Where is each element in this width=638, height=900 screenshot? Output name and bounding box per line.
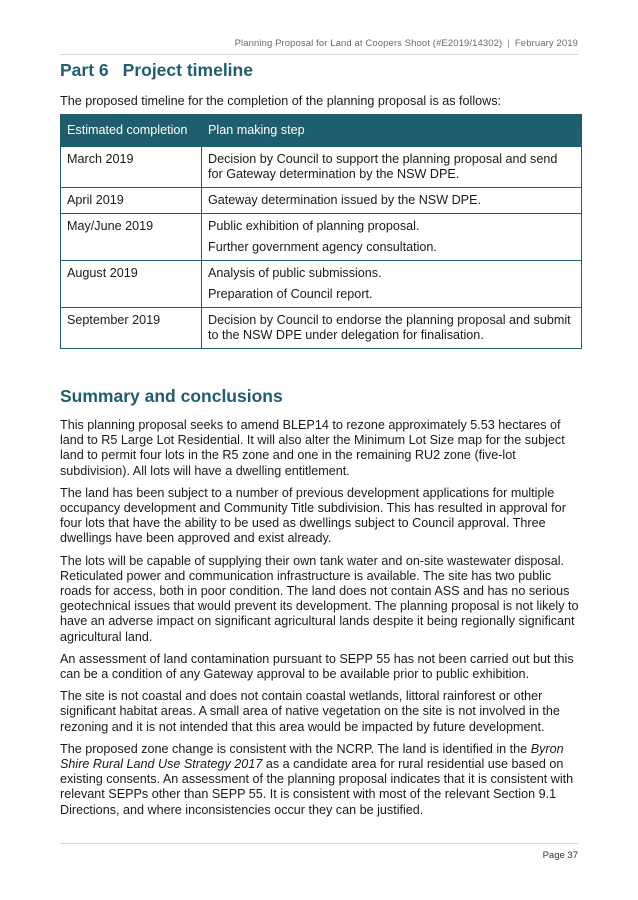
header-separator: |	[507, 38, 510, 49]
table-row	[61, 214, 582, 261]
column-header-plan-making-step: Plan making step	[202, 115, 582, 147]
row-date: March 2019	[61, 147, 202, 188]
part-title: Project timeline	[122, 60, 253, 80]
summary-heading: Summary and conclusions	[60, 386, 283, 406]
summary-paragraph-2: The land has been subject to a number of previous development applications for multiple occupancy development and Community Title subdivision. This has resulted in approval for four lots that have the ability to be used as dwellings subject to Council approval. Three dwellings have been approved and exist already.	[60, 485, 566, 546]
running-header	[235, 38, 578, 49]
summary-paragraph-3: The lots will be capable of supplying their own tank water and on-site wastewater disposal. Reticulated power and communication infrastructure is available. The site has two public roads for access, both in poor condition. The land does not contain ASS and has no serious geotechnical issues that would prevent its development. The planning proposal is not likely to have an adverse impact on significant agricultural lands despite it being regionally significant agricultural land.	[60, 553, 579, 644]
header-divider	[60, 54, 578, 55]
summary-body	[60, 418, 580, 825]
step-text: Analysis of public submissions.	[208, 266, 382, 280]
strategy-document-title: Byron Shire Rural Land Use Strategy 2017	[60, 741, 564, 772]
header-title: Planning Proposal for Land at Coopers Shoot (#E2019/14302)	[234, 38, 503, 49]
step-text: Further government agency consultation.	[208, 240, 437, 254]
row-steps	[202, 147, 582, 188]
table-row	[61, 261, 582, 308]
part-heading	[60, 60, 253, 81]
table-row	[61, 147, 582, 188]
p6-text-after: as a candidate area for rural residential use based on existing consents. An assessment of the planning proposal indicates that it is consistent with relevant SEPPs other than SEPP 55. It is consistent with most of the relevant Section 9.1 Directions, and where inconsistencies occur they can be justified.	[60, 757, 574, 817]
page-number: Page 37	[542, 850, 578, 861]
step-text: Gateway determination issued by the NSW DPE.	[208, 193, 481, 207]
timeline-table	[60, 114, 582, 349]
summary-paragraph-1: This planning proposal seeks to amend BLEP14 to rezone approximately 5.53 hectares of land to R5 Large Lot Residential. It will also alter the Minimum Lot Size map for the subject land to permit four lots in the R5 zone and one in the remaining RU2 zone (five-lot subdivision). All lots will have a dwelling entitlement.	[60, 418, 565, 478]
table-row	[61, 188, 582, 214]
step-text: Public exhibition of planning proposal.	[208, 219, 420, 233]
row-steps	[202, 308, 582, 349]
header-date: February 2019	[514, 38, 578, 49]
step-text: Decision by Council to support the planning proposal and send for Gateway determination by the NSW DPE.	[208, 152, 558, 181]
summary-paragraph-5: The site is not coastal and does not contain coastal wetlands, littoral rainforest or other significant habitat areas. A small area of native vegetation on the site is not involved in the rezoning and it is not intended that this area would be impacted by future development.	[60, 689, 560, 734]
row-steps	[202, 214, 582, 261]
p6-text-before: The proposed zone change is consistent with the NCRP. The land is identified in the	[60, 741, 531, 756]
table-header-row	[61, 115, 582, 147]
step-text: Decision by Council to endorse the planning proposal and submit to the NSW DPE under delegation for finalisation.	[208, 313, 571, 342]
column-header-estimated-completion: Estimated completion	[61, 115, 202, 147]
row-date: September 2019	[61, 308, 202, 349]
row-date: April 2019	[61, 188, 202, 214]
part-number: Part 6	[60, 60, 109, 80]
footer-divider	[60, 843, 578, 844]
table-row	[61, 308, 582, 349]
row-date: August 2019	[61, 261, 202, 308]
row-steps	[202, 188, 582, 214]
step-text: Preparation of Council report.	[208, 287, 373, 301]
summary-paragraph-4: An assessment of land contamination pursuant to SEPP 55 has not been carried out but this can be a condition of any Gateway approval to be available prior to public exhibition.	[60, 651, 574, 682]
summary-paragraph-6	[60, 742, 580, 818]
row-steps	[202, 261, 582, 308]
intro-paragraph: The proposed timeline for the completion of the planning proposal is as follows:	[60, 94, 502, 108]
row-date: May/June 2019	[61, 214, 202, 261]
